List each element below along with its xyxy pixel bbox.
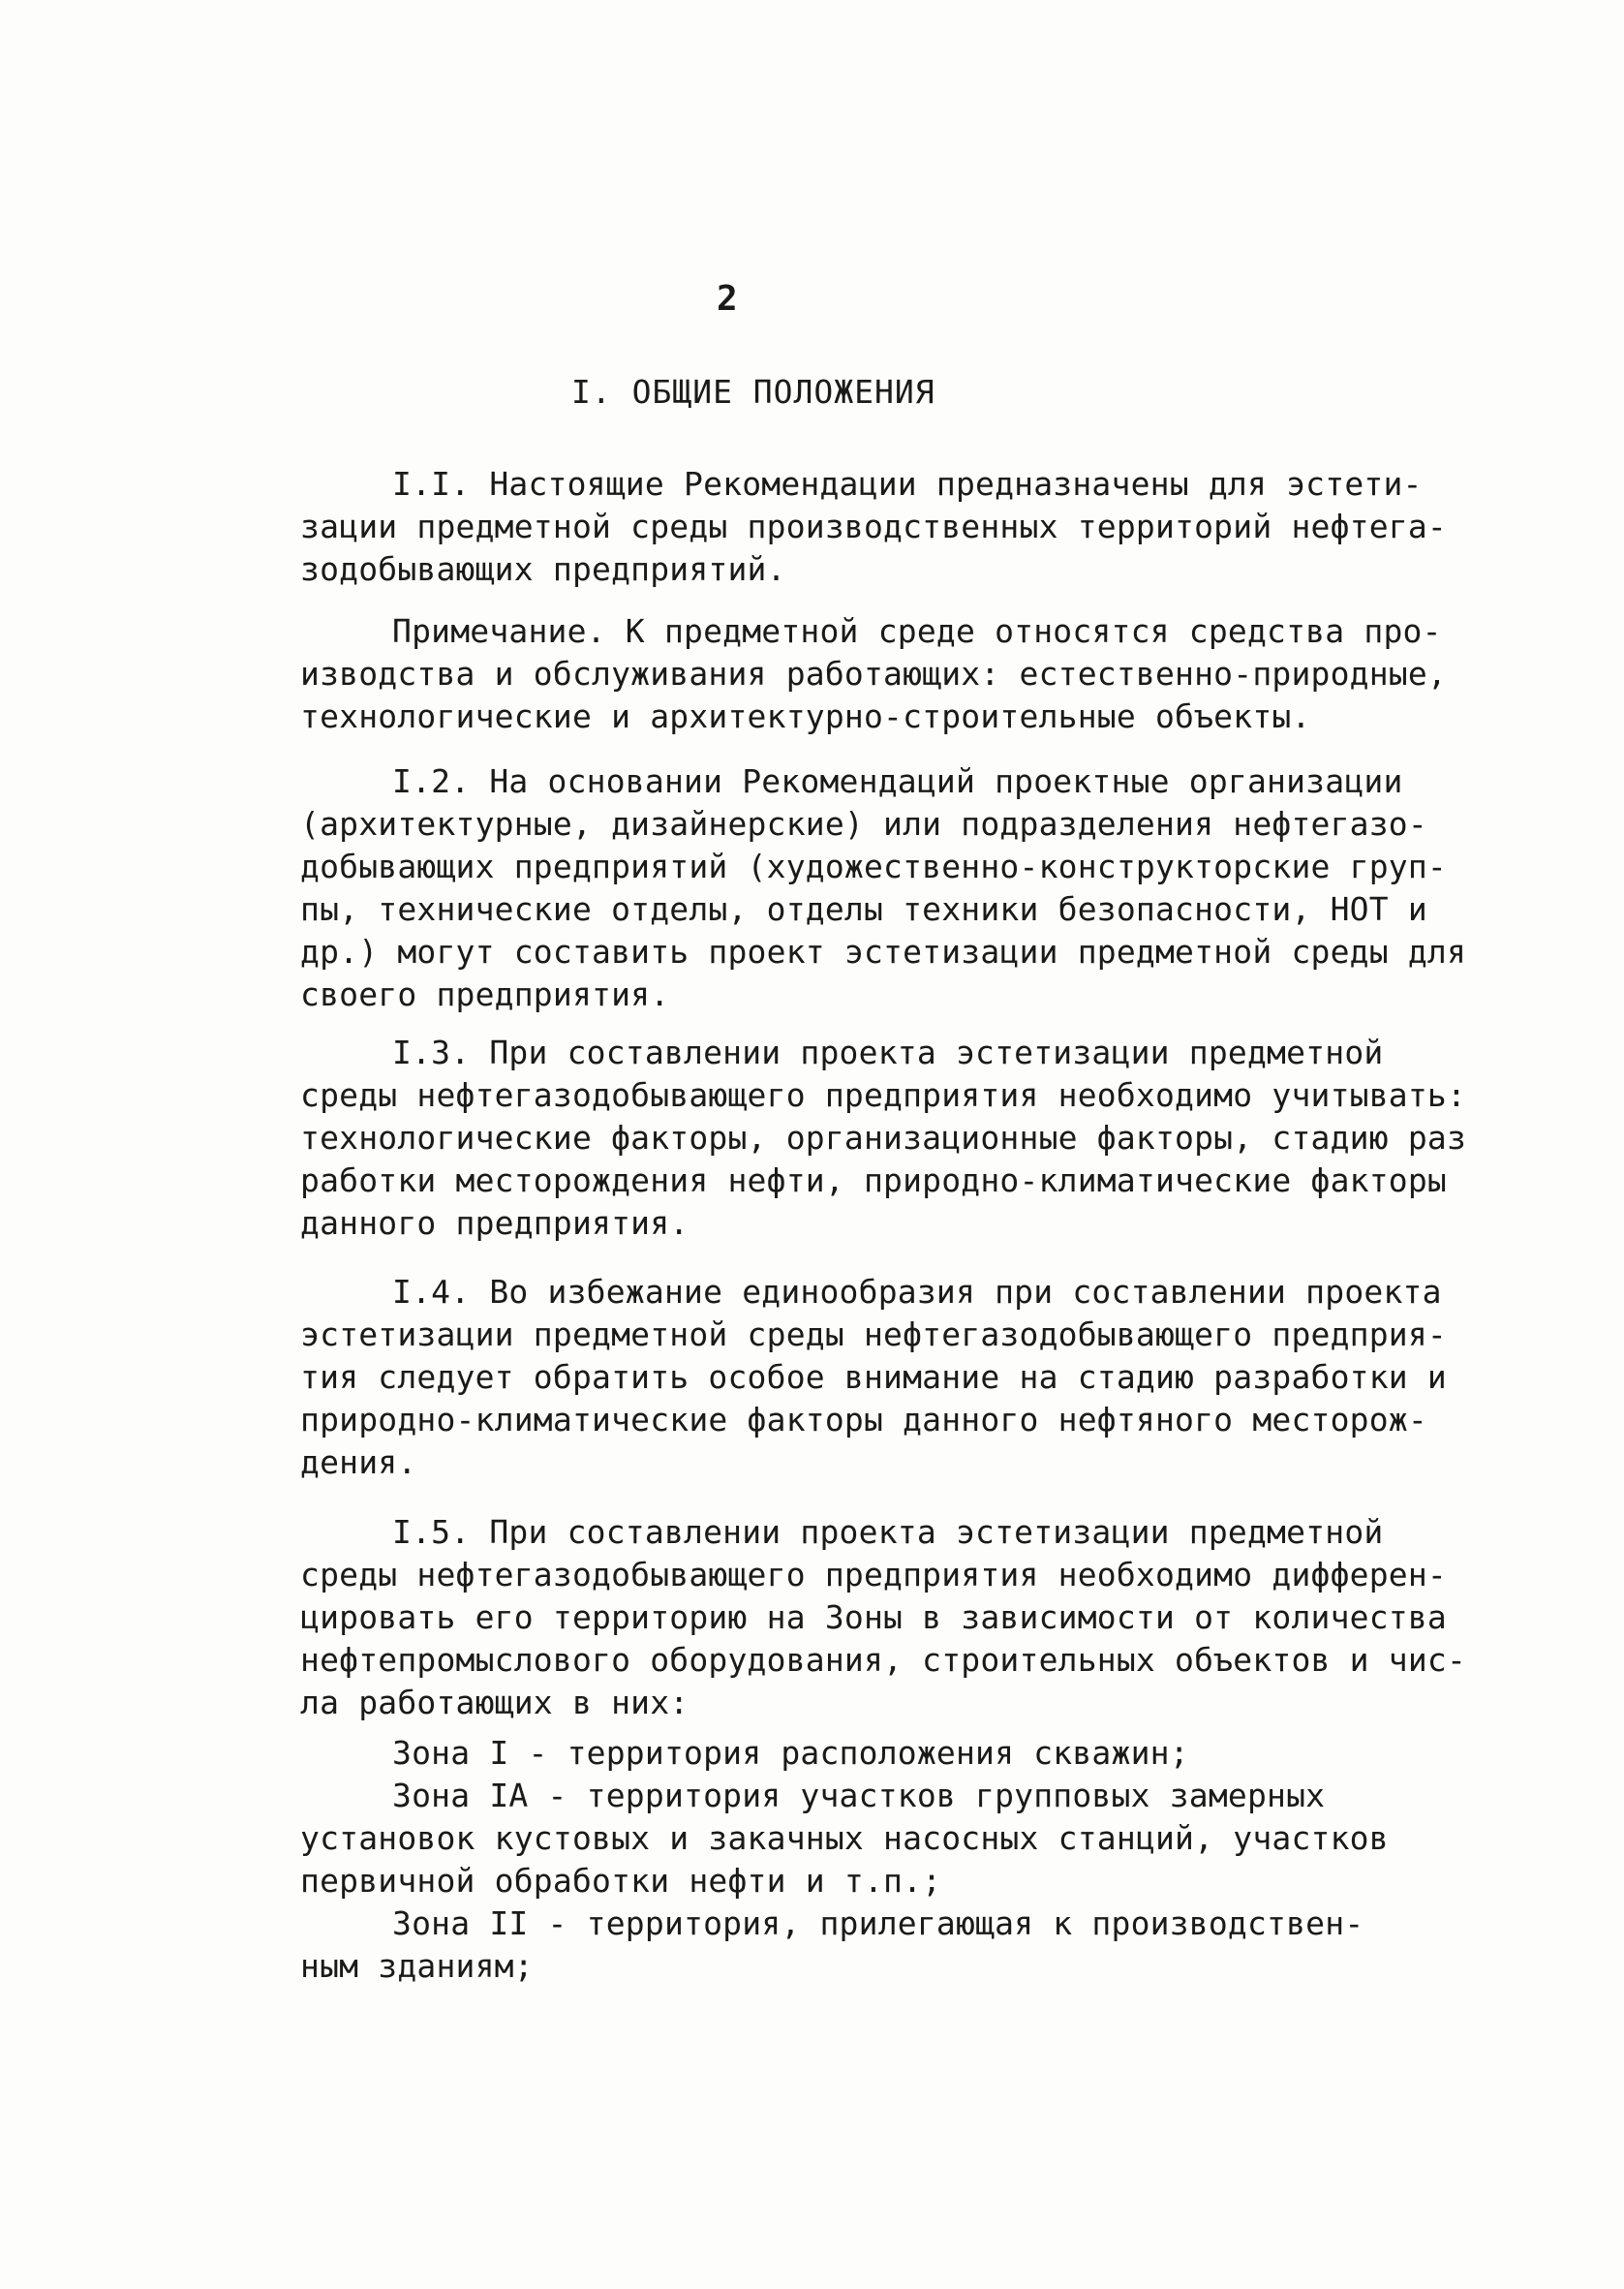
paragraph-line: I.2. На основании Рекомендаций проектные организации xyxy=(392,762,1403,800)
paragraph-line: ла работающих в них: xyxy=(300,1684,689,1721)
paragraph-line: работки месторождения нефти, природно-климатические факторы xyxy=(300,1161,1447,1199)
paragraph-line: др.) могут составить проект эстетизации предметной среды для xyxy=(300,933,1467,971)
paragraph-line: зодобывающих предприятий. xyxy=(300,550,786,588)
paragraph-1-1 xyxy=(300,463,1447,591)
paragraph-line: Примечание. К предметной среде относятся средства про- xyxy=(392,612,1442,650)
paragraph-1-3 xyxy=(300,1032,1467,1245)
paragraph-line: пы, технические отделы, отделы техники безопасности, НОТ и xyxy=(300,890,1427,928)
paragraph-line: тия следует обратить особое внимание на стадию разработки и xyxy=(300,1358,1447,1396)
paragraph-line: дения. xyxy=(300,1443,417,1481)
zone-item: Зона II - территория, прилегающая к производствен- xyxy=(392,1904,1364,1942)
paragraph-1-5 xyxy=(300,1511,1467,1724)
paragraph-line: данного предприятия. xyxy=(300,1204,689,1242)
paragraph-line: своего предприятия. xyxy=(300,975,670,1013)
paragraph-line: зации предметной среды производственных территорий нефтега- xyxy=(300,508,1447,545)
zone-item-continuation: ным зданиям; xyxy=(300,1947,534,1985)
paragraph-line: природно-климатические факторы данного нефтяного месторож- xyxy=(300,1401,1427,1438)
paragraph-line: среды нефтегазодобывающего предприятия необходимо дифферен- xyxy=(300,1556,1447,1593)
paragraph-line: добывающих предприятий (художественно-конструкторские груп- xyxy=(300,848,1447,885)
paragraph-line: среды нефтегазодобывающего предприятия необходимо учитывать: xyxy=(300,1076,1467,1114)
paragraph-line: I.I. Настоящие Рекомендации предназначены для эстети- xyxy=(392,465,1423,503)
zones-list xyxy=(300,1732,1389,1988)
zone-item-continuation: первичной обработки нефти и т.п.; xyxy=(300,1862,942,1900)
note-paragraph xyxy=(300,610,1447,738)
zone-item: Зона IA - территория участков групповых замерных xyxy=(392,1777,1326,1814)
section-heading: I. ОБЩИЕ ПОЛОЖЕНИЯ xyxy=(571,373,935,411)
paragraph-line: I.4. Во избежание единообразия при составлении проекта xyxy=(392,1273,1442,1311)
paragraph-line: нефтепромыслового оборудования, строительных объектов и чис- xyxy=(300,1641,1467,1679)
paragraph-line: технологические факторы, организационные факторы, стадию раз xyxy=(300,1119,1467,1157)
paragraph-line: эстетизации предметной среды нефтегазодобывающего предприя- xyxy=(300,1315,1447,1353)
page-number: 2 xyxy=(717,279,738,319)
paragraph-line: I.5. При составлении проекта эстетизации предметной xyxy=(392,1513,1384,1551)
paragraph-1-4 xyxy=(300,1271,1447,1484)
paragraph-line: технологические и архитектурно-строительные объекты. xyxy=(300,697,1311,735)
paragraph-line: цировать его территорию на Зоны в зависимости от количества xyxy=(300,1598,1447,1636)
paragraph-line: (архитектурные, дизайнерские) или подразделения нефтегазо- xyxy=(300,805,1427,843)
zone-item: Зона I - территория расположения скважин; xyxy=(392,1734,1189,1772)
paragraph-line: I.3. При составлении проекта эстетизации предметной xyxy=(392,1034,1384,1071)
zone-item-continuation: установок кустовых и закачных насосных станций, участков xyxy=(300,1819,1389,1857)
paragraph-1-2 xyxy=(300,760,1467,1016)
paragraph-line: изводства и обслуживания работающих: естественно-природные, xyxy=(300,655,1447,693)
